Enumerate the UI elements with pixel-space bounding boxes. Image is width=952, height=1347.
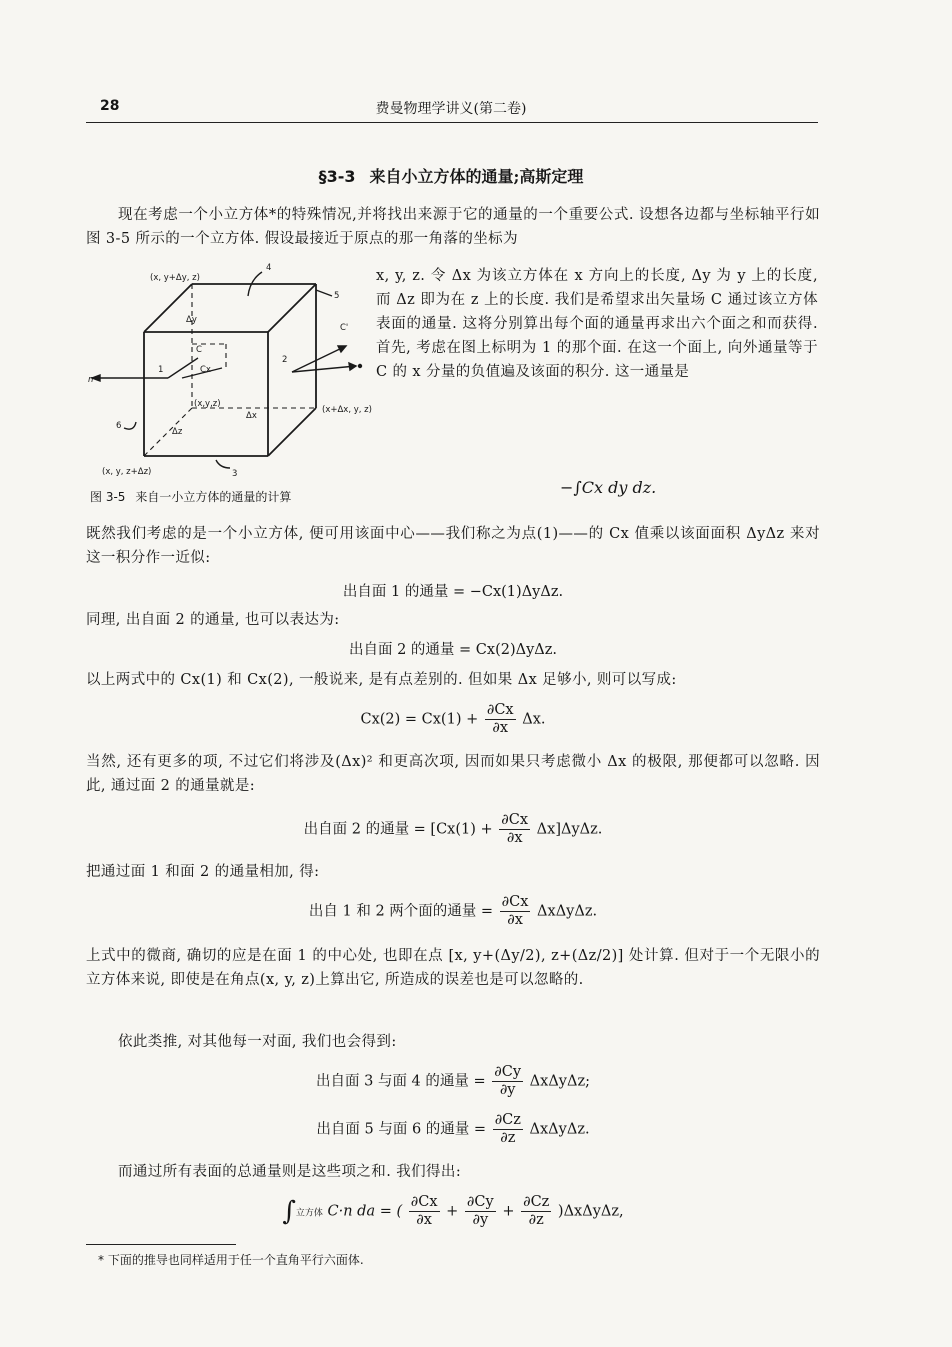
footnote-rule: [86, 1244, 236, 1245]
label-top-corner: (x, y+Δy, z): [150, 273, 200, 283]
fraction-dcz-dz: $\frac{\partial Cz}{\partial z}$: [494, 1112, 521, 1146]
fraction-dcx-dx: $\frac{\partial Cx}{\partial x}$: [410, 1194, 438, 1228]
paragraph-total-flux: 而通过所有表面的总通量则是这些项之和. 我们得出:: [118, 1164, 462, 1180]
cube-figure: [86, 262, 376, 488]
paragraph-derivative-location: 上式中的微商, 确切的应是在面 1 的中心处, 也即在点 [x, y+(Δy/2), z+(Δz/2)] 处计算. 但对于一个无限小的立方体来说, 即使是在角点(x, y, z)上算出它, 所造成的误差也是可以忽略的.: [86, 948, 820, 988]
label-face-6: 6: [116, 421, 122, 431]
integral-sign: ∫: [282, 1196, 296, 1227]
paragraph-sum-intro: 把通过面 1 和面 2 的通量相加, 得:: [86, 864, 320, 880]
paragraph-approximation: 既然我们考虑的是一个小立方体, 便可用该面中心——我们称之为点(1)——的 Cx 值乘以该面面积 ΔyΔz 来对这一积分作一近似:: [86, 526, 820, 566]
label-c-prime: C': [340, 323, 349, 333]
label-face-1: 1: [158, 365, 164, 375]
paragraph-intro: 现在考虑一个小立方体*的特殊情况,并将找出来源于它的通量的一个重要公式. 设想各边都与坐标轴平行如图 3-5 所示的一个立方体. 假设最接近于原点的那一角落的坐标为: [86, 207, 820, 247]
equation-faces-5-6: 出自面 5 与面 6 的通量 = $\frac{\partial Cz}{\partial z}$ ΔxΔyΔz.: [316, 1112, 590, 1146]
paragraph-higher-order: 当然, 还有更多的项, 不过它们将涉及(Δx)² 和更高次项, 因而如果只考虑微小 Δx 的极限, 那便都可以忽略. 因此, 通过面 2 的通量就是:: [86, 754, 820, 794]
label-origin-corner: (x,y,z): [194, 399, 221, 409]
section-heading: [86, 164, 816, 187]
fraction-dcx-dx: $\frac{\partial Cx}{\partial x}$: [486, 702, 514, 736]
fraction-dcx-dx: $\frac{\partial Cx}{\partial x}$: [501, 894, 529, 928]
label-right-corner: (x+Δx, y, z): [322, 405, 372, 415]
paragraph-difference: 以上两式中的 Cx(1) 和 Cx(2), 一般说来, 是有点差别的. 但如果 Δx 足够小, 则可以写成:: [86, 672, 677, 688]
figure-caption-text: 来自一小立方体的通量的计算: [135, 490, 292, 504]
equation-face-2-flux: 出自面 2 的通量 = [Cx(1) + $\frac{\partial Cx}{\partial x}$ Δx]ΔyΔz.: [303, 812, 603, 846]
equation-face-2: 出自面 2 的通量 = Cx(2)ΔyΔz.: [348, 642, 557, 658]
label-cx: Cx: [200, 365, 211, 375]
page-header: [86, 96, 816, 120]
paragraph-intro-right: x, y, z. 令 Δx 为该立方体在 x 方向上的长度, Δy 为 y 上的长度, 而 Δz 即为在 z 上的长度. 我们是希望求出矢量场 C 通过该立方体表面的通量. 这将分别算出每个面的通量再求出六个面之和而获得. 首先, 考虑在图上标明为 1 的那个面. 在这一个面上, 向外通量等于 C 的 x 分量的负值遍及该面的积分. 这一通量是: [376, 268, 818, 380]
header-rule: [86, 122, 818, 123]
label-face-2: 2: [282, 355, 288, 365]
footnote: * 下面的推导也同样适用于任一个直角平行六面体.: [98, 1253, 364, 1267]
fraction-dcy-dy: $\frac{\partial Cy}{\partial y}$: [466, 1194, 494, 1228]
label-normal-n: n: [88, 375, 94, 385]
fraction-dcz-dz: $\frac{\partial Cz}{\partial z}$: [523, 1194, 550, 1228]
label-dz: Δz: [172, 427, 183, 437]
fraction-dcy-dy: $\frac{\partial Cy}{\partial y}$: [494, 1064, 522, 1098]
integral-subscript: 立方体: [295, 1208, 323, 1219]
paragraph-face-2-intro: 同理, 出自面 2 的通量, 也可以表达为:: [86, 612, 340, 628]
label-bottom-corner: (x, y, z+Δz): [102, 467, 152, 477]
figure-number: 图 3-5: [90, 490, 126, 504]
label-dx: Δx: [246, 411, 257, 421]
equation-taylor: [86, 702, 820, 737]
equation-taylor-tail: Δx.: [522, 711, 546, 728]
figure-caption: [90, 488, 291, 505]
label-face-4: 4: [266, 263, 272, 273]
section-title: 来自小立方体的通量;高斯定理: [369, 167, 584, 186]
equation-face-1: 出自面 1 的通量 = −Cx(1)ΔyΔz.: [342, 584, 564, 600]
paragraph-other-faces: 依此类推, 对其他每一对面, 我们也会得到:: [118, 1034, 397, 1050]
label-face-5: 5: [334, 291, 340, 301]
section-number: §3-3: [318, 167, 356, 186]
label-dy: Δy: [186, 315, 197, 325]
equation-faces-3-4: 出自面 3 与面 4 的通量 = $\frac{\partial Cy}{\partial y}$ ΔxΔyΔz;: [316, 1064, 590, 1098]
equation-taylor-lhs: Cx(2) = Cx(1) +: [360, 711, 479, 728]
equation-total-flux: ∫立方体 C·n da = ( $\frac{\partial Cx}{\partial x}$ + $\frac{\partial Cy}{\partial y}$ + $\frac{\partial Cz}{\partial z}$ )ΔxΔyΔz,: [282, 1194, 624, 1228]
label-c: C: [196, 345, 202, 355]
integral-face-1: −∫Cx dy dz.: [560, 478, 657, 497]
label-face-3: 3: [232, 469, 238, 479]
fraction-dcx-dx: $\frac{\partial Cx}{\partial x}$: [501, 812, 529, 846]
page-number: 28: [100, 98, 120, 114]
running-title: 费曼物理学讲义(第二卷): [375, 101, 527, 117]
equation-faces-1-2: 出自 1 和 2 两个面的通量 = $\frac{\partial Cx}{\partial x}$ ΔxΔyΔz.: [308, 894, 598, 928]
